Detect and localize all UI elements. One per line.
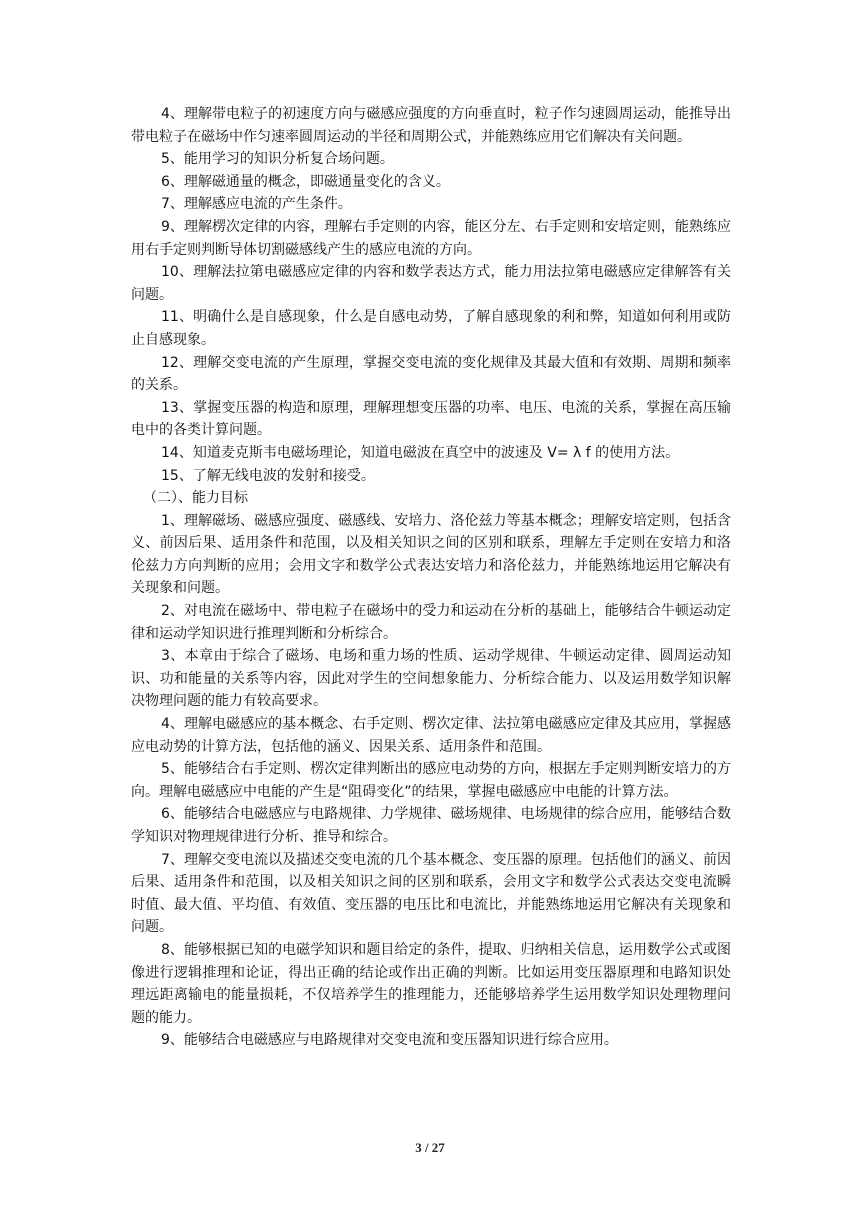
ability-item-2: 2、对电流在磁场中、带电粒子在磁场中的受力和运动在分析的基础上，能够结合牛顿运动定律和运动学知识进行推理判断和分析综合。 — [131, 603, 731, 642]
knowledge-item-4: 4、理解带电粒子的初速度方向与磁感应强度的方向垂直时，粒子作匀速圆周运动，能推导出带电粒子在磁场中作匀速率圆周运动的半径和周期公式，并能熟练应用它们解决有关问题。 — [131, 106, 731, 145]
knowledge-item-9: 9、理解楞次定律的内容，理解右手定则的内容，能区分左、右手定则和安培定则，能熟练应用右手定则判断导体切割磁感线产生的感应电流的方向。 — [131, 218, 731, 258]
knowledge-item-5: 5、能用学习的知识分析复合场问题。 — [161, 151, 394, 168]
ability-item-4: 4、理解电磁感应的基本概念、右手定则、楞次定律、法拉第电磁感应定律及其应用，掌握感应电动势的计算方法，包括他的涵义、因果关系、适用条件和范围。 — [131, 716, 731, 755]
ability-item-6: 6、能够结合电磁感应与电路规律、力学规律、磁场规律、电场规律的综合应用，能够结合数学知识对物理规律进行分析、推导和综合。 — [131, 806, 731, 845]
page-number: 3 / 27 — [415, 1140, 445, 1155]
section-heading-ability-goals: （二）、能力目标 — [143, 490, 248, 507]
ability-item-7: 7、理解交变电流以及描述交变电流的几个基本概念、变压器的原理。包括他们的涵义、前因后果、适用条件和范围，以及相关知识之间的区别和联系，会用文字和数学公式表达交变电流瞬时值、最大值、平均值、有效值、变压器的电压比和电流比，并能熟练地运用它解决有关现象和问题。 — [131, 851, 731, 936]
ability-item-9: 9、能够结合电磁感应与电路规律对交变电流和变压器知识进行综合应用。 — [161, 1032, 618, 1049]
knowledge-item-7: 7、理解感应电流的产生条件。 — [161, 196, 352, 213]
page-body — [131, 103, 731, 1052]
knowledge-item-6: 6、理解磁通量的概念，即磁通量变化的含义。 — [161, 173, 450, 190]
knowledge-item-12: 12、理解交变电流的产生原理，掌握交变电流的变化规律及其最大值和有效期、周期和频率的关系。 — [131, 354, 731, 394]
ability-item-3: 3、本章由于综合了磁场、电场和重力场的性质、运动学规律、牛顿运动定律、圆周运动知识、功和能量的关系等内容，因此对学生的空间想象能力、分析综合能力、以及运用数学知识解决物理问题的能力有较高要求。 — [131, 648, 731, 710]
ability-item-5: 5、能够结合右手定则、楞次定律判断出的感应电动势的方向，根据左手定则判断安培力的方向。理解电磁感应中电能的产生是“阻碍变化”的结果，掌握电磁感应中电能的计算方法。 — [131, 761, 731, 800]
knowledge-item-14: 14、知道麦克斯韦电磁场理论，知道电磁波在真空中的波速及 V= λ f 的使用方法。 — [161, 444, 680, 461]
knowledge-item-10: 10、理解法拉第电磁感应定律的内容和数学表达方式，能力用法拉第电磁感应定律解答有关问题。 — [131, 264, 731, 303]
knowledge-item-13: 13、掌握变压器的构造和原理，理解理想变压器的功率、电压、电流的关系，掌握在高压输电中的各类计算问题。 — [131, 399, 731, 439]
knowledge-item-11: 11、明确什么是自感现象，什么是自感电动势，了解自感现象的利和弊，知道如何利用或防止自感现象。 — [131, 309, 731, 348]
ability-item-1: 1、理解磁场、磁感应强度、磁感线、安培力、洛伦兹力等基本概念；理解安培定则，包括含义、前因后果、适用条件和范围，以及相关知识之间的区别和联系，理解左手定则在安培力和洛伦兹力方向判断的应用；会用文字和数学公式表达安培力和洛伦兹力，并能熟练地运用它解决有关现象和问题。 — [131, 512, 731, 597]
ability-item-8: 8、能够根据已知的电磁学知识和题目给定的条件，提取、归纳相关信息，运用数学公式或图像进行逻辑推理和论证，得出正确的结论或作出正确的判断。比如运用变压器原理和电路知识处理远距离输电的能量损耗，不仅培养学生的推理能力，还能够培养学生运用数学知识处理物理问题的能力。 — [131, 941, 731, 1026]
knowledge-item-15: 15、了解无线电波的发射和接受。 — [161, 467, 375, 484]
